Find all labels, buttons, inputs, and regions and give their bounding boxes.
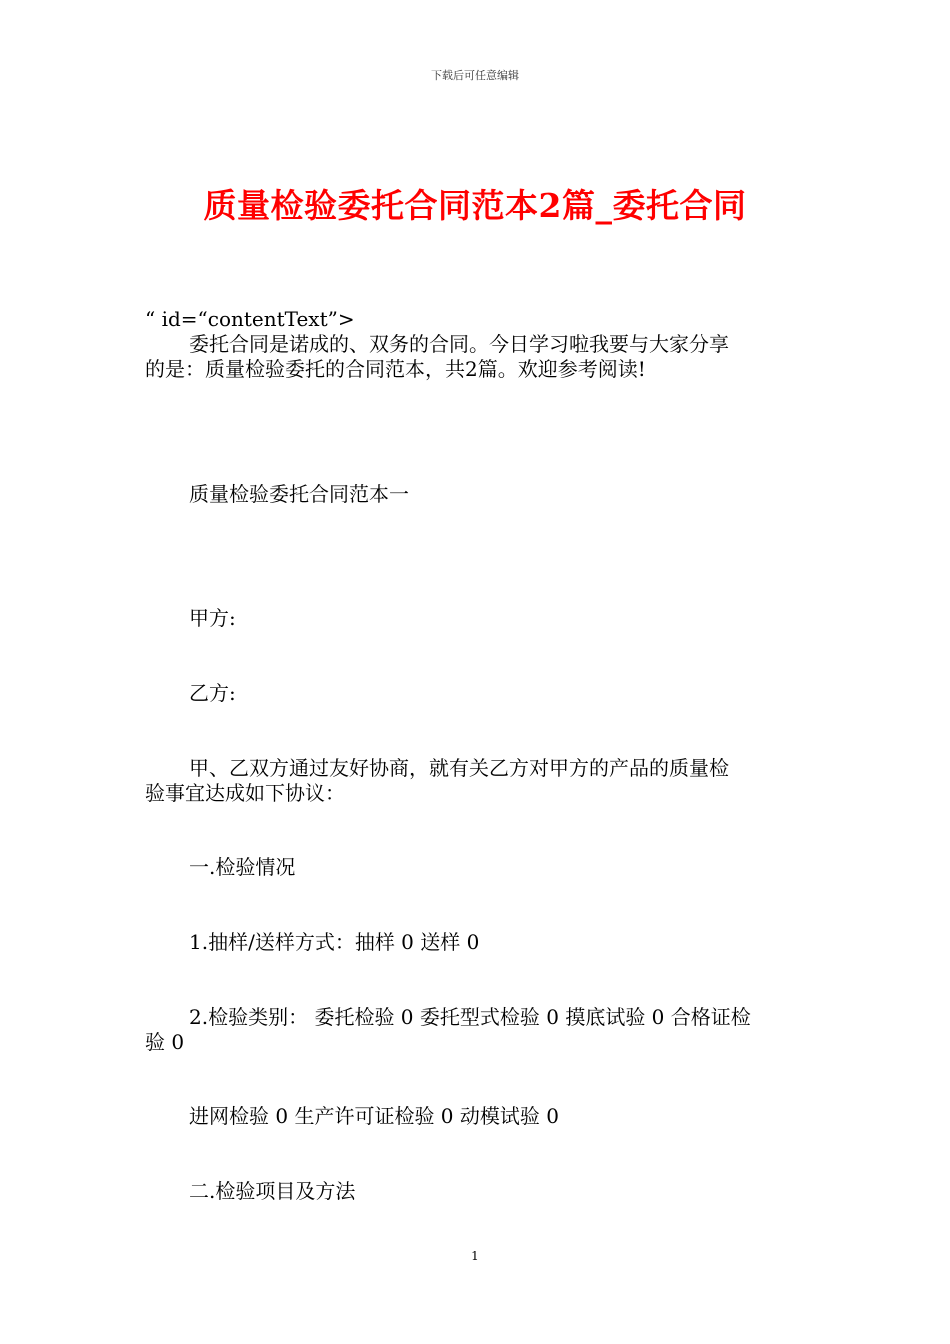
- intro-paragraph-line-2: 的是：质量检验委托的合同范本，共2篇。欢迎参考阅读!: [145, 357, 646, 381]
- agreement-paragraph-line-2: 验事宜达成如下协议：: [145, 781, 345, 805]
- clause-heading-inspection: 一.检验情况: [189, 855, 296, 879]
- clause-sampling-method: 1.抽样/送样方式：抽样 0 送样 0: [189, 930, 480, 954]
- clause-heading-items-methods: 二.检验项目及方法: [189, 1179, 356, 1203]
- section-heading-template-one: 质量检验委托合同范本一: [189, 482, 409, 506]
- party-b-label: 乙方:: [189, 681, 236, 705]
- clause-inspection-type-line-1: 2.检验类别： 委托检验 0 委托型式检验 0 摸底试验 0 合格证检: [189, 1005, 751, 1029]
- header-note: 下载后可任意编辑: [431, 69, 519, 82]
- clause-inspection-type-line-3: 进网检验 0 生产许可证检验 0 动模试验 0: [189, 1104, 559, 1128]
- clause-inspection-type-line-2: 验 0: [145, 1030, 185, 1054]
- agreement-paragraph-line-1: 甲、乙双方通过友好协商，就有关乙方对甲方的产品的质量检: [189, 756, 729, 780]
- intro-paragraph-line-1: 委托合同是诺成的、双务的合同。今日学习啦我要与大家分享: [189, 332, 729, 356]
- page-number: 1: [471, 1249, 479, 1263]
- party-a-label: 甲方:: [189, 606, 236, 630]
- content-text-artifact: “ id=“contentText”>: [145, 307, 355, 331]
- document-title: 质量检验委托合同范本2篇_委托合同: [203, 186, 747, 225]
